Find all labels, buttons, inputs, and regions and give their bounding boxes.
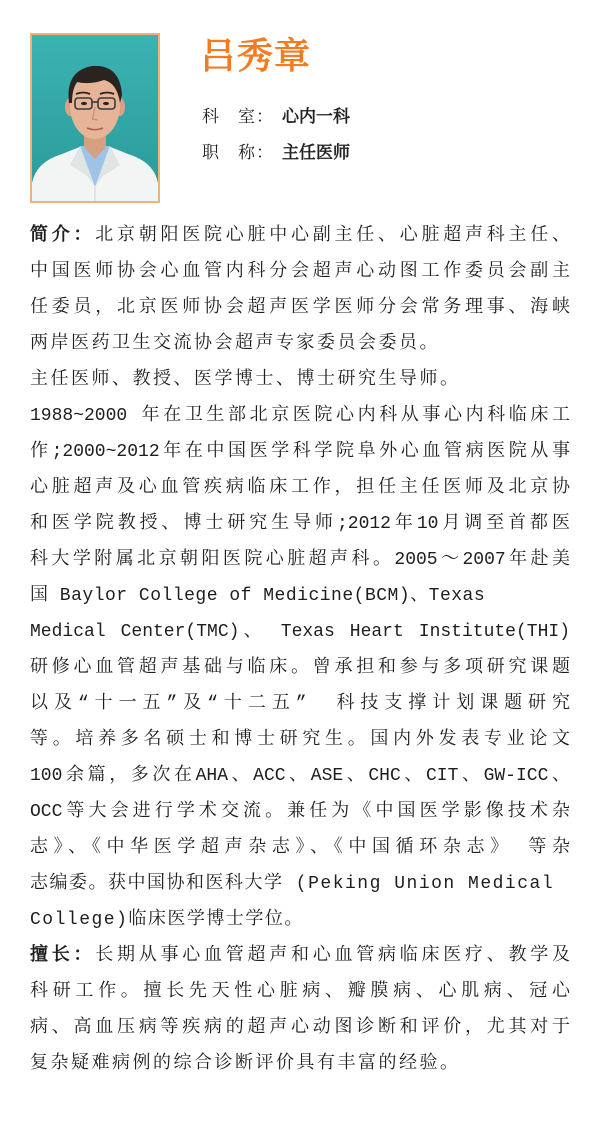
title-label: 职 称： [202,143,274,163]
intro-line: College)临床医学博士学位。 [30,910,304,930]
intro-line: 科大学附属北京朝阳医院心脏超声科。2005～2007年赴美 [30,550,570,570]
intro-line: 1988~2000 年在卫生部北京医院心内科从事心内科临床工 [30,406,570,426]
intro-line: 作;2000~2012年在中国医学科学院阜外心血管病医院从事 [30,442,570,462]
specialty-line: 复杂疑难病例的综合诊断评价具有丰富的经验。 [30,1054,461,1074]
intro-line: Medical Center(TMC)、 Texas Heart Institute(THI) [30,622,570,642]
specialty-line: 病、高血压病等疾病的超声心动图诊断和评价，尤其对于 [30,1018,570,1038]
title-value: 主任医师 [282,143,350,163]
intro-line: OCC等大会进行学术交流。兼任为《中国医学影像技术杂 [30,802,570,822]
intro-line: 和医学院教授、博士研究生导师;2012年10月调至首都医 [30,514,570,534]
department-value: 心内一科 [282,107,350,127]
intro-text: 北京朝阳医院心脏中心副主任、心脏超声科主任、 [95,226,570,246]
intro-line: 两岸医药卫生交流协会超声专家委员会委员。 [30,334,440,354]
intro-line: 100余篇，多次在AHA、ACC、ASE、CHC、CIT、GW-ICC、 [30,766,570,786]
department-row [202,105,350,129]
profile-body [30,218,570,1082]
intro-line: 以及“十一五”及“十二五” 科技支撑计划课题研究 [30,694,570,714]
department-label: 科 室： [202,107,274,127]
intro-line: 志编委。获中国协和医科大学 (Peking Union Medical [30,874,555,894]
doctor-photo [30,33,160,203]
title-row [202,141,350,165]
intro-line [30,218,570,254]
doctor-portrait [32,35,158,201]
intro-line: 主任医师、教授、医学博士、博士研究生导师。 [30,370,461,390]
intro-line: 国 Baylor College of Medicine(BCM)、Texas [30,586,486,606]
intro-line: 志》、《中华医学超声杂志》、《中国循环杂志》 等杂 [30,838,570,858]
intro-label: 简介： [30,226,96,246]
intro-line: 心脏超声及心血管疾病临床工作，担任主任医师及北京协 [30,478,570,498]
specialty-line: 科研工作。擅长先天性心脏病、瓣膜病、心肌病、冠心 [30,982,570,1002]
specialty-text: 长期从事心血管超声和心血管病临床医疗、教学及 [95,946,570,966]
specialty-line [30,938,570,974]
intro-line: 等。培养多名硕士和博士研究生。国内外发表专业论文 [30,730,570,750]
intro-line: 研修心血管超声基础与临床。曾承担和参与多项研究课题 [30,658,570,678]
specialty-label: 擅长： [30,946,96,966]
doctor-name: 吕秀章 [200,36,312,77]
intro-line: 任委员，北京医师协会超声医学医师分会常务理事、海峡 [30,298,570,318]
intro-line: 中国医师协会心血管内科分会超声心动图工作委员会副主 [30,262,570,282]
